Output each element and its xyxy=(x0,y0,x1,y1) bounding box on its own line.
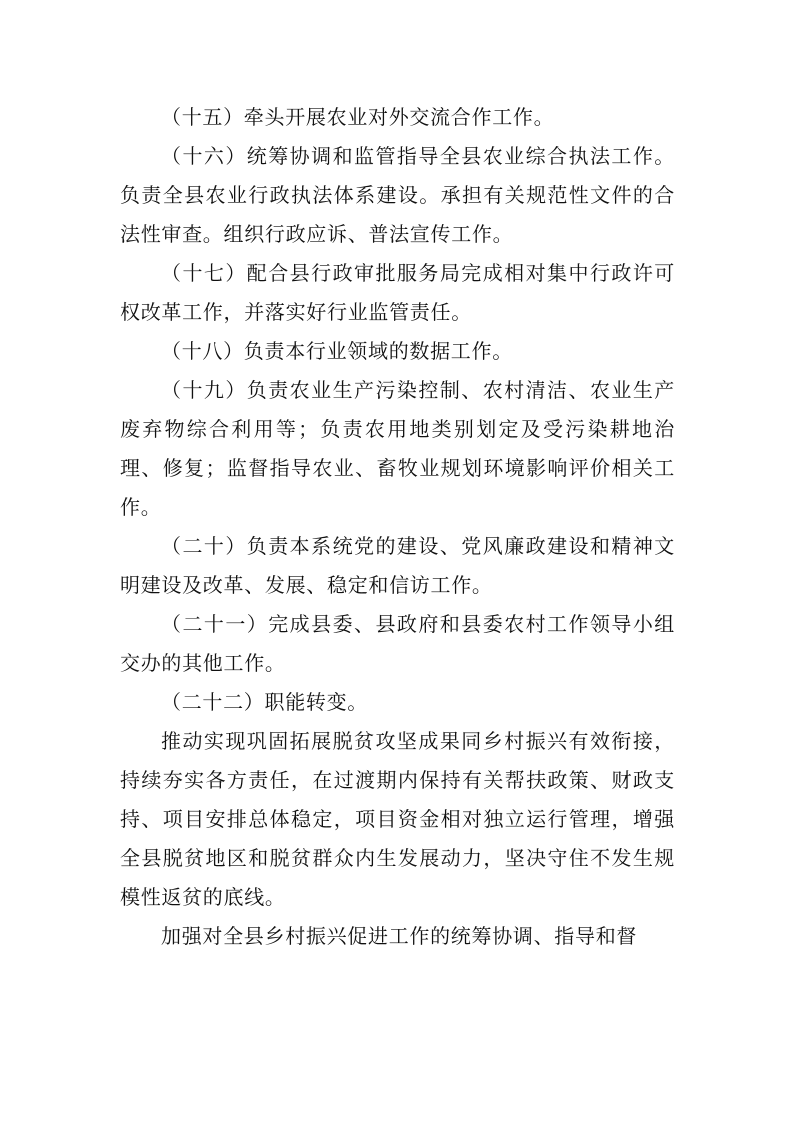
paragraph-item-19: （十九）负责农业生产污染控制、农村清洁、农业生产废弃物综合利用等；负责农用地类别划定及受污染耕地治理、修复；监督指导农业、畜牧业规划环境影响评价相关工作。 xyxy=(120,378,675,519)
document-body xyxy=(120,98,675,956)
paragraph-item-22-heading: （二十二）职能转变。 xyxy=(161,690,368,714)
paragraph-item-21: （二十一）完成县委、县政府和县委农村工作领导小组交办的其他工作。 xyxy=(120,612,675,675)
paragraph-item-18: （十八）负责本行业领域的数据工作。 xyxy=(161,339,513,363)
paragraph-rural-revitalization: 加强对全县乡村振兴促进工作的统筹协调、指导和督 xyxy=(161,924,638,948)
paragraph-item-17: （十七）配合县行政审批服务局完成相对集中行政许可权改革工作，并落实好行业监管责任。 xyxy=(120,261,675,324)
paragraph-item-20: （二十）负责本系统党的建设、党风廉政建设和精神文明建设及改革、发展、稳定和信访工作。 xyxy=(120,534,675,597)
paragraph-item-16: （十六）统筹协调和监管指导全县农业综合执法工作。负责全县农业行政执法体系建设。承担有关规范性文件的合法性审查。组织行政应诉、普法宣传工作。 xyxy=(120,144,675,246)
paragraph-item-15: （十五）牵头开展农业对外交流合作工作。 xyxy=(161,105,555,129)
paragraph-poverty-alleviation: 推动实现巩固拓展脱贫攻坚成果同乡村振兴有效衔接，持续夯实各方责任，在过渡期内保持有关帮扶政策、财政支持、项目安排总体稳定，项目资金相对独立运行管理，增强全县脱贫地区和脱贫群众内生发展动力，坚决守住不发生规模性返贫的底线。 xyxy=(120,729,675,909)
